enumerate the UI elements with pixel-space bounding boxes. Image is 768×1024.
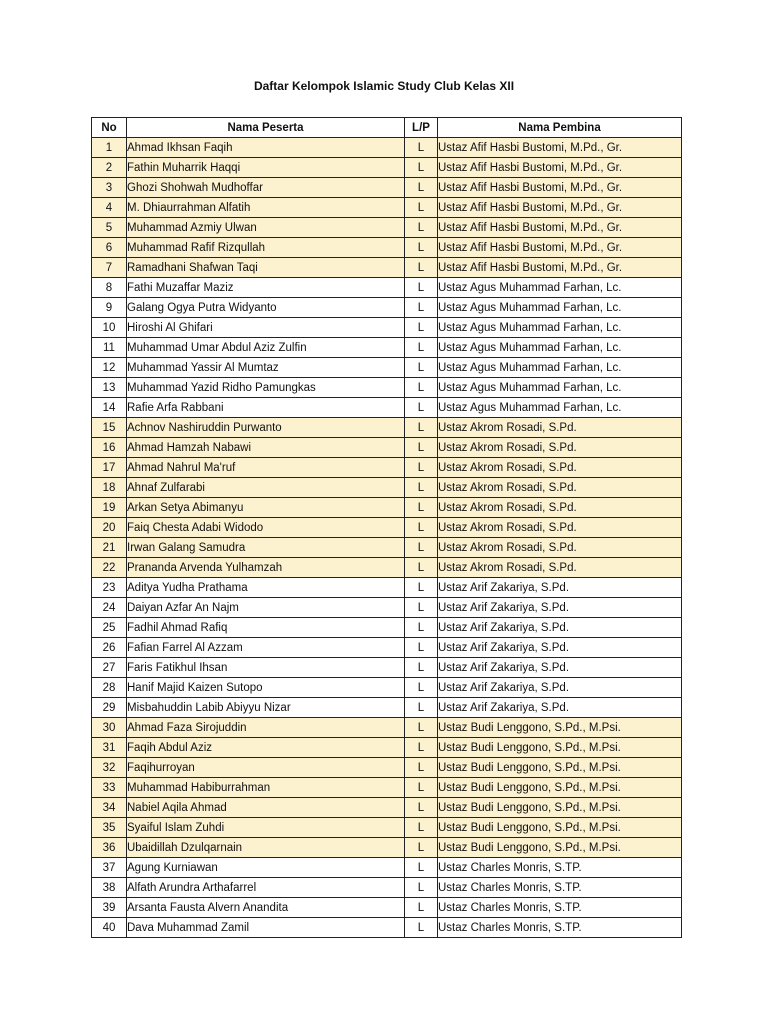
cell-coach: Ustaz Afif Hasbi Bustomi, M.Pd., Gr. xyxy=(438,238,682,258)
cell-name: Faris Fatikhul Ihsan xyxy=(127,658,405,678)
cell-lp: L xyxy=(405,638,438,658)
table-row xyxy=(92,398,682,418)
header-coach: Nama Pembina xyxy=(438,118,682,138)
participant-table xyxy=(91,117,682,938)
cell-name: Syaiful Islam Zuhdi xyxy=(127,818,405,838)
cell-name: Muhammad Yazid Ridho Pamungkas xyxy=(127,378,405,398)
cell-name: Ahmad Faza Sirojuddin xyxy=(127,718,405,738)
cell-coach: Ustaz Akrom Rosadi, S.Pd. xyxy=(438,418,682,438)
cell-name: Daiyan Azfar An Najm xyxy=(127,598,405,618)
cell-no: 27 xyxy=(92,658,127,678)
table-row xyxy=(92,358,682,378)
cell-lp: L xyxy=(405,558,438,578)
table-row xyxy=(92,218,682,238)
table-row xyxy=(92,738,682,758)
table-row xyxy=(92,778,682,798)
cell-no: 16 xyxy=(92,438,127,458)
table-row xyxy=(92,558,682,578)
cell-lp: L xyxy=(405,918,438,938)
cell-lp: L xyxy=(405,378,438,398)
cell-name: Arsanta Fausta Alvern Anandita xyxy=(127,898,405,918)
cell-coach: Ustaz Budi Lenggono, S.Pd., M.Psi. xyxy=(438,798,682,818)
table-header-row xyxy=(92,118,682,138)
cell-coach: Ustaz Charles Monris, S.TP. xyxy=(438,918,682,938)
cell-name: M. Dhiaurrahman Alfatih xyxy=(127,198,405,218)
cell-lp: L xyxy=(405,838,438,858)
cell-name: Muhammad Rafif Rizqullah xyxy=(127,238,405,258)
table-row xyxy=(92,718,682,738)
table-row xyxy=(92,598,682,618)
cell-no: 3 xyxy=(92,178,127,198)
cell-no: 30 xyxy=(92,718,127,738)
cell-lp: L xyxy=(405,718,438,738)
cell-no: 26 xyxy=(92,638,127,658)
cell-coach: Ustaz Afif Hasbi Bustomi, M.Pd., Gr. xyxy=(438,158,682,178)
table-row xyxy=(92,658,682,678)
cell-coach: Ustaz Arif Zakariya, S.Pd. xyxy=(438,698,682,718)
cell-name: Ahnaf Zulfarabi xyxy=(127,478,405,498)
table-row xyxy=(92,498,682,518)
cell-no: 17 xyxy=(92,458,127,478)
cell-name: Muhammad Yassir Al Mumtaz xyxy=(127,358,405,378)
cell-no: 11 xyxy=(92,338,127,358)
cell-no: 18 xyxy=(92,478,127,498)
cell-no: 39 xyxy=(92,898,127,918)
cell-no: 40 xyxy=(92,918,127,938)
table-row xyxy=(92,278,682,298)
table-row xyxy=(92,618,682,638)
table-row xyxy=(92,838,682,858)
table-row xyxy=(92,678,682,698)
table-row xyxy=(92,438,682,458)
cell-coach: Ustaz Akrom Rosadi, S.Pd. xyxy=(438,478,682,498)
cell-coach: Ustaz Charles Monris, S.TP. xyxy=(438,898,682,918)
cell-no: 28 xyxy=(92,678,127,698)
cell-coach: Ustaz Budi Lenggono, S.Pd., M.Psi. xyxy=(438,838,682,858)
cell-no: 2 xyxy=(92,158,127,178)
table-row xyxy=(92,178,682,198)
cell-coach: Ustaz Akrom Rosadi, S.Pd. xyxy=(438,458,682,478)
cell-coach: Ustaz Akrom Rosadi, S.Pd. xyxy=(438,518,682,538)
cell-coach: Ustaz Budi Lenggono, S.Pd., M.Psi. xyxy=(438,738,682,758)
cell-coach: Ustaz Afif Hasbi Bustomi, M.Pd., Gr. xyxy=(438,218,682,238)
cell-name: Prananda Arvenda Yulhamzah xyxy=(127,558,405,578)
cell-no: 29 xyxy=(92,698,127,718)
cell-no: 31 xyxy=(92,738,127,758)
table-row xyxy=(92,758,682,778)
cell-name: Alfath Arundra Arthafarrel xyxy=(127,878,405,898)
cell-name: Misbahuddin Labib Abiyyu Nizar xyxy=(127,698,405,718)
table-row xyxy=(92,578,682,598)
cell-coach: Ustaz Afif Hasbi Bustomi, M.Pd., Gr. xyxy=(438,198,682,218)
table-row xyxy=(92,798,682,818)
cell-lp: L xyxy=(405,498,438,518)
cell-coach: Ustaz Afif Hasbi Bustomi, M.Pd., Gr. xyxy=(438,258,682,278)
cell-lp: L xyxy=(405,318,438,338)
cell-lp: L xyxy=(405,658,438,678)
cell-no: 12 xyxy=(92,358,127,378)
cell-coach: Ustaz Akrom Rosadi, S.Pd. xyxy=(438,498,682,518)
cell-coach: Ustaz Budi Lenggono, S.Pd., M.Psi. xyxy=(438,818,682,838)
cell-no: 5 xyxy=(92,218,127,238)
table-body xyxy=(92,138,682,938)
cell-lp: L xyxy=(405,398,438,418)
table-row xyxy=(92,858,682,878)
cell-no: 21 xyxy=(92,538,127,558)
table-row xyxy=(92,918,682,938)
cell-coach: Ustaz Agus Muhammad Farhan, Lc. xyxy=(438,378,682,398)
cell-no: 34 xyxy=(92,798,127,818)
cell-lp: L xyxy=(405,618,438,638)
cell-no: 15 xyxy=(92,418,127,438)
table-row xyxy=(92,518,682,538)
cell-lp: L xyxy=(405,238,438,258)
cell-coach: Ustaz Afif Hasbi Bustomi, M.Pd., Gr. xyxy=(438,138,682,158)
cell-no: 25 xyxy=(92,618,127,638)
table-row xyxy=(92,818,682,838)
table-row xyxy=(92,158,682,178)
cell-lp: L xyxy=(405,138,438,158)
cell-lp: L xyxy=(405,758,438,778)
cell-no: 37 xyxy=(92,858,127,878)
cell-name: Hanif Majid Kaizen Sutopo xyxy=(127,678,405,698)
table-row xyxy=(92,478,682,498)
cell-lp: L xyxy=(405,738,438,758)
cell-name: Fathi Muzaffar Maziz xyxy=(127,278,405,298)
cell-name: Ubaidillah Dzulqarnain xyxy=(127,838,405,858)
cell-lp: L xyxy=(405,458,438,478)
cell-lp: L xyxy=(405,478,438,498)
cell-name: Faqih Abdul Aziz xyxy=(127,738,405,758)
cell-no: 35 xyxy=(92,818,127,838)
cell-name: Agung Kurniawan xyxy=(127,858,405,878)
cell-lp: L xyxy=(405,358,438,378)
cell-no: 23 xyxy=(92,578,127,598)
cell-coach: Ustaz Agus Muhammad Farhan, Lc. xyxy=(438,338,682,358)
cell-name: Faiq Chesta Adabi Widodo xyxy=(127,518,405,538)
cell-lp: L xyxy=(405,578,438,598)
cell-no: 24 xyxy=(92,598,127,618)
cell-no: 33 xyxy=(92,778,127,798)
header-no: No xyxy=(92,118,127,138)
cell-lp: L xyxy=(405,198,438,218)
cell-coach: Ustaz Agus Muhammad Farhan, Lc. xyxy=(438,278,682,298)
cell-lp: L xyxy=(405,158,438,178)
table-row xyxy=(92,898,682,918)
cell-coach: Ustaz Arif Zakariya, S.Pd. xyxy=(438,658,682,678)
cell-no: 7 xyxy=(92,258,127,278)
cell-lp: L xyxy=(405,218,438,238)
cell-coach: Ustaz Charles Monris, S.TP. xyxy=(438,858,682,878)
header-name: Nama Peserta xyxy=(127,118,405,138)
cell-no: 10 xyxy=(92,318,127,338)
cell-name: Muhammad Habiburrahman xyxy=(127,778,405,798)
cell-name: Muhammad Azmiy Ulwan xyxy=(127,218,405,238)
cell-coach: Ustaz Budi Lenggono, S.Pd., M.Psi. xyxy=(438,718,682,738)
cell-lp: L xyxy=(405,598,438,618)
cell-name: Ahmad Ikhsan Faqih xyxy=(127,138,405,158)
cell-coach: Ustaz Charles Monris, S.TP. xyxy=(438,878,682,898)
cell-coach: Ustaz Akrom Rosadi, S.Pd. xyxy=(438,438,682,458)
page-title: Daftar Kelompok Islamic Study Club Kelas XII xyxy=(253,79,515,93)
cell-name: Rafie Arfa Rabbani xyxy=(127,398,405,418)
cell-name: Arkan Setya Abimanyu xyxy=(127,498,405,518)
cell-no: 22 xyxy=(92,558,127,578)
cell-name: Fafian Farrel Al Azzam xyxy=(127,638,405,658)
cell-coach: Ustaz Agus Muhammad Farhan, Lc. xyxy=(438,358,682,378)
cell-no: 14 xyxy=(92,398,127,418)
cell-lp: L xyxy=(405,418,438,438)
cell-no: 36 xyxy=(92,838,127,858)
table-row xyxy=(92,318,682,338)
cell-coach: Ustaz Budi Lenggono, S.Pd., M.Psi. xyxy=(438,778,682,798)
table-row xyxy=(92,198,682,218)
header-lp: L/P xyxy=(405,118,438,138)
table-row xyxy=(92,258,682,278)
cell-lp: L xyxy=(405,898,438,918)
table-row xyxy=(92,378,682,398)
cell-lp: L xyxy=(405,438,438,458)
cell-lp: L xyxy=(405,298,438,318)
cell-no: 20 xyxy=(92,518,127,538)
table-row xyxy=(92,698,682,718)
cell-lp: L xyxy=(405,878,438,898)
cell-no: 4 xyxy=(92,198,127,218)
cell-lp: L xyxy=(405,518,438,538)
cell-name: Fathin Muharrik Haqqi xyxy=(127,158,405,178)
cell-lp: L xyxy=(405,778,438,798)
cell-coach: Ustaz Afif Hasbi Bustomi, M.Pd., Gr. xyxy=(438,178,682,198)
cell-name: Ahmad Nahrul Ma'ruf xyxy=(127,458,405,478)
cell-coach: Ustaz Agus Muhammad Farhan, Lc. xyxy=(438,398,682,418)
table-row xyxy=(92,538,682,558)
cell-name: Faqihurroyan xyxy=(127,758,405,778)
cell-name: Achnov Nashiruddin Purwanto xyxy=(127,418,405,438)
cell-lp: L xyxy=(405,538,438,558)
cell-no: 1 xyxy=(92,138,127,158)
cell-lp: L xyxy=(405,278,438,298)
cell-name: Irwan Galang Samudra xyxy=(127,538,405,558)
cell-no: 13 xyxy=(92,378,127,398)
cell-lp: L xyxy=(405,258,438,278)
cell-name: Dava Muhammad Zamil xyxy=(127,918,405,938)
cell-coach: Ustaz Budi Lenggono, S.Pd., M.Psi. xyxy=(438,758,682,778)
cell-name: Ghozi Shohwah Mudhoffar xyxy=(127,178,405,198)
cell-name: Galang Ogya Putra Widyanto xyxy=(127,298,405,318)
table-row xyxy=(92,638,682,658)
cell-no: 32 xyxy=(92,758,127,778)
table-row xyxy=(92,878,682,898)
cell-lp: L xyxy=(405,698,438,718)
cell-name: Aditya Yudha Prathama xyxy=(127,578,405,598)
cell-coach: Ustaz Arif Zakariya, S.Pd. xyxy=(438,598,682,618)
table-row xyxy=(92,298,682,318)
table-row xyxy=(92,458,682,478)
cell-no: 8 xyxy=(92,278,127,298)
table-row xyxy=(92,418,682,438)
cell-coach: Ustaz Arif Zakariya, S.Pd. xyxy=(438,638,682,658)
cell-lp: L xyxy=(405,798,438,818)
cell-lp: L xyxy=(405,858,438,878)
cell-coach: Ustaz Agus Muhammad Farhan, Lc. xyxy=(438,298,682,318)
cell-coach: Ustaz Arif Zakariya, S.Pd. xyxy=(438,578,682,598)
table-row xyxy=(92,238,682,258)
table-row xyxy=(92,338,682,358)
cell-no: 9 xyxy=(92,298,127,318)
cell-coach: Ustaz Agus Muhammad Farhan, Lc. xyxy=(438,318,682,338)
cell-lp: L xyxy=(405,178,438,198)
cell-name: Nabiel Aqila Ahmad xyxy=(127,798,405,818)
cell-coach: Ustaz Akrom Rosadi, S.Pd. xyxy=(438,558,682,578)
cell-name: Muhammad Umar Abdul Aziz Zulfin xyxy=(127,338,405,358)
cell-no: 6 xyxy=(92,238,127,258)
cell-no: 38 xyxy=(92,878,127,898)
table-row xyxy=(92,138,682,158)
cell-name: Hiroshi Al Ghifari xyxy=(127,318,405,338)
cell-coach: Ustaz Arif Zakariya, S.Pd. xyxy=(438,618,682,638)
cell-name: Ramadhani Shafwan Taqi xyxy=(127,258,405,278)
cell-no: 19 xyxy=(92,498,127,518)
cell-coach: Ustaz Arif Zakariya, S.Pd. xyxy=(438,678,682,698)
cell-name: Ahmad Hamzah Nabawi xyxy=(127,438,405,458)
cell-coach: Ustaz Akrom Rosadi, S.Pd. xyxy=(438,538,682,558)
cell-lp: L xyxy=(405,678,438,698)
cell-lp: L xyxy=(405,338,438,358)
cell-lp: L xyxy=(405,818,438,838)
cell-name: Fadhil Ahmad Rafiq xyxy=(127,618,405,638)
